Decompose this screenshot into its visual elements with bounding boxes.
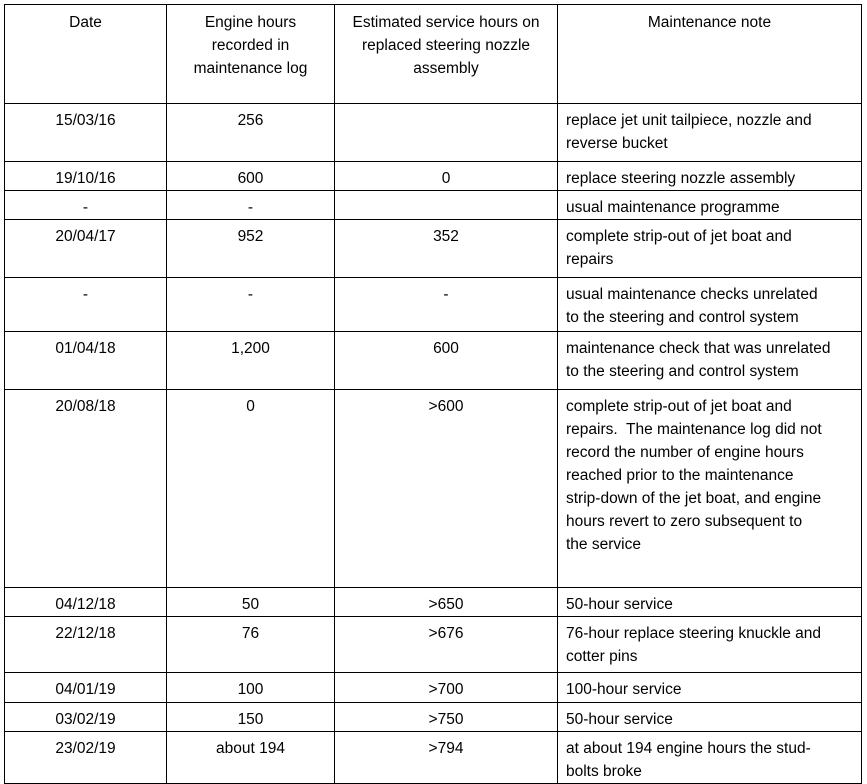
cell-date: 01/04/18 — [5, 332, 167, 390]
cell-engine-hours: 256 — [167, 104, 335, 162]
cell-maintenance-note — [558, 732, 862, 784]
cell-engine-hours: 76 — [167, 617, 335, 673]
note-line: usual maintenance programme — [566, 199, 780, 216]
maintenance-table-container — [4, 4, 861, 784]
column-header-estimated-line-2: replaced steering nozzle — [361, 37, 531, 54]
note-line: complete strip-out of jet boat and — [566, 398, 792, 415]
maintenance-log-table — [4, 4, 862, 784]
table-row — [5, 278, 862, 332]
cell-engine-hours: 600 — [167, 162, 335, 191]
column-header-maintenance-note-label: Maintenance note — [647, 14, 772, 31]
note-line: 76-hour replace steering knuckle and — [566, 625, 822, 642]
cell-estimated-hours: >750 — [335, 703, 558, 732]
cell-maintenance-note — [558, 588, 862, 617]
table-row — [5, 390, 862, 588]
column-header-estimated-line-1: Estimated service hours on — [352, 14, 540, 31]
note-line: reached prior to the maintenance — [566, 467, 794, 484]
table-row — [5, 588, 862, 617]
cell-engine-hours: 50 — [167, 588, 335, 617]
cell-maintenance-note — [558, 673, 862, 703]
column-header-estimated-line-3: assembly — [413, 60, 479, 77]
cell-date: 03/02/19 — [5, 703, 167, 732]
note-line: to the steering and control system — [566, 309, 799, 326]
cell-engine-hours: about 194 — [167, 732, 335, 784]
cell-maintenance-note — [558, 278, 862, 332]
cell-maintenance-note — [558, 220, 862, 278]
column-header-estimated-service-hours — [335, 5, 558, 104]
table-row — [5, 104, 862, 162]
cell-engine-hours: 952 — [167, 220, 335, 278]
table-header — [5, 5, 862, 104]
table-row — [5, 617, 862, 673]
cell-maintenance-note — [558, 191, 862, 220]
note-line: repairs. The maintenance log did not — [566, 421, 822, 438]
column-header-engine-hours-line-2: recorded in — [211, 37, 290, 54]
note-line: replace jet unit tailpiece, nozzle and — [566, 112, 812, 129]
note-line: repairs — [566, 251, 614, 268]
table-row — [5, 673, 862, 703]
table-row — [5, 332, 862, 390]
column-header-engine-hours-line-3: maintenance log — [193, 60, 308, 77]
cell-engine-hours: 150 — [167, 703, 335, 732]
cell-estimated-hours — [335, 191, 558, 220]
table-row — [5, 703, 862, 732]
cell-estimated-hours: 352 — [335, 220, 558, 278]
note-line: maintenance check that was unrelated — [566, 340, 831, 357]
note-line: hours revert to zero subsequent to — [566, 513, 803, 530]
note-line: to the steering and control system — [566, 363, 799, 380]
note-line: 100-hour service — [566, 681, 682, 698]
cell-date: 20/04/17 — [5, 220, 167, 278]
note-line: cotter pins — [566, 648, 638, 665]
column-header-date — [5, 5, 167, 104]
note-line: replace steering nozzle assembly — [566, 170, 796, 187]
column-header-engine-hours — [167, 5, 335, 104]
cell-date: 20/08/18 — [5, 390, 167, 588]
cell-date: 19/10/16 — [5, 162, 167, 191]
cell-engine-hours: - — [167, 191, 335, 220]
cell-estimated-hours: >676 — [335, 617, 558, 673]
cell-maintenance-note — [558, 390, 862, 588]
cell-estimated-hours: >794 — [335, 732, 558, 784]
note-line: usual maintenance checks unrelated — [566, 286, 818, 303]
note-line: 50-hour service — [566, 711, 673, 728]
table-row — [5, 162, 862, 191]
column-header-date-label: Date — [69, 14, 102, 31]
cell-engine-hours: - — [167, 278, 335, 332]
cell-engine-hours: 0 — [167, 390, 335, 588]
note-line: at about 194 engine hours the stud- — [566, 740, 811, 757]
cell-maintenance-note — [558, 617, 862, 673]
cell-estimated-hours: - — [335, 278, 558, 332]
cell-maintenance-note — [558, 703, 862, 732]
cell-estimated-hours: >600 — [335, 390, 558, 588]
table-body — [5, 104, 862, 784]
header-row — [5, 5, 862, 104]
note-line: the service — [566, 536, 641, 553]
note-line: reverse bucket — [566, 135, 668, 152]
cell-estimated-hours: >650 — [335, 588, 558, 617]
cell-engine-hours: 1,200 — [167, 332, 335, 390]
cell-maintenance-note — [558, 104, 862, 162]
column-header-maintenance-note — [558, 5, 862, 104]
cell-date: 15/03/16 — [5, 104, 167, 162]
cell-engine-hours: 100 — [167, 673, 335, 703]
cell-estimated-hours: 600 — [335, 332, 558, 390]
note-line: complete strip-out of jet boat and — [566, 228, 792, 245]
cell-estimated-hours: 0 — [335, 162, 558, 191]
table-row — [5, 220, 862, 278]
cell-date: - — [5, 191, 167, 220]
table-row — [5, 191, 862, 220]
cell-estimated-hours: >700 — [335, 673, 558, 703]
cell-date: 23/02/19 — [5, 732, 167, 784]
cell-estimated-hours — [335, 104, 558, 162]
cell-date: 04/01/19 — [5, 673, 167, 703]
note-line: 50-hour service — [566, 596, 673, 613]
cell-date: 22/12/18 — [5, 617, 167, 673]
note-line: bolts broke — [566, 763, 642, 780]
note-line: record the number of engine hours — [566, 444, 804, 461]
table-row — [5, 732, 862, 784]
note-line: strip-down of the jet boat, and engine — [566, 490, 822, 507]
cell-maintenance-note — [558, 162, 862, 191]
column-header-engine-hours-line-1: Engine hours — [204, 14, 297, 31]
cell-maintenance-note — [558, 332, 862, 390]
cell-date: 04/12/18 — [5, 588, 167, 617]
cell-date: - — [5, 278, 167, 332]
